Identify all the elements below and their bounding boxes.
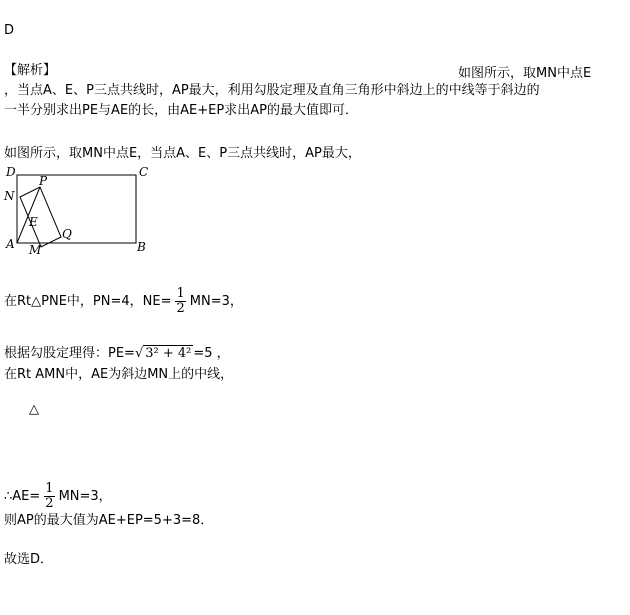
answer-text: D [4,23,15,38]
label-m: M [29,243,42,255]
label-p: P [39,174,48,188]
analysis-intro-line3: 一半分别求出PE与AE的长，由AE+EP求出AP的最大值即可． [4,103,358,118]
label-a: A [6,237,15,251]
analysis-intro-line2: ，当点A、E、P三点共线时，AP最大，利用勾股定理及直角三角形中斜边上的中线等于斜边的 [4,83,540,98]
ae-fraction: $\frac{1}{2}$ [45,481,54,511]
solution-line1: 如图所示，取MN中点E，当点A、E、P三点共线时，AP最大， [4,146,361,161]
analysis-heading: 【解析】 [4,63,57,78]
label-n: N [4,189,15,203]
geometry-figure [0,165,160,255]
rectangle-mnpq [20,187,61,247]
label-d: D [6,165,16,179]
sqrt-expression: √ 3² + 4² [134,346,192,361]
choice-line: 故选D． [4,552,54,567]
ae-equation: ∴AE= $\frac{1}{2}$ MN=3， [4,481,112,511]
amn-line: 在Rt AMN中，AE为斜边MN上的中线， [4,367,234,382]
label-c: C [139,165,149,179]
ne-equation: 在Rt△PNE中，PN=4，NE= $\frac{1}{2}$ MN=3， [4,286,243,316]
stray-triangle: △ [29,402,39,417]
label-e: E [29,215,38,229]
label-b: B [137,240,146,254]
max-line: 则AP的最大值为AE+EP=5+3=8． [4,513,214,528]
pythagoras-line: 根据勾股定理得：PE=√ 3² + 4² =5 ， [4,346,230,361]
analysis-intro-right: 如图所示，取MN中点E [458,66,592,81]
ne-fraction: $\frac{1}{2}$ [176,286,185,316]
label-q: Q [62,227,72,241]
